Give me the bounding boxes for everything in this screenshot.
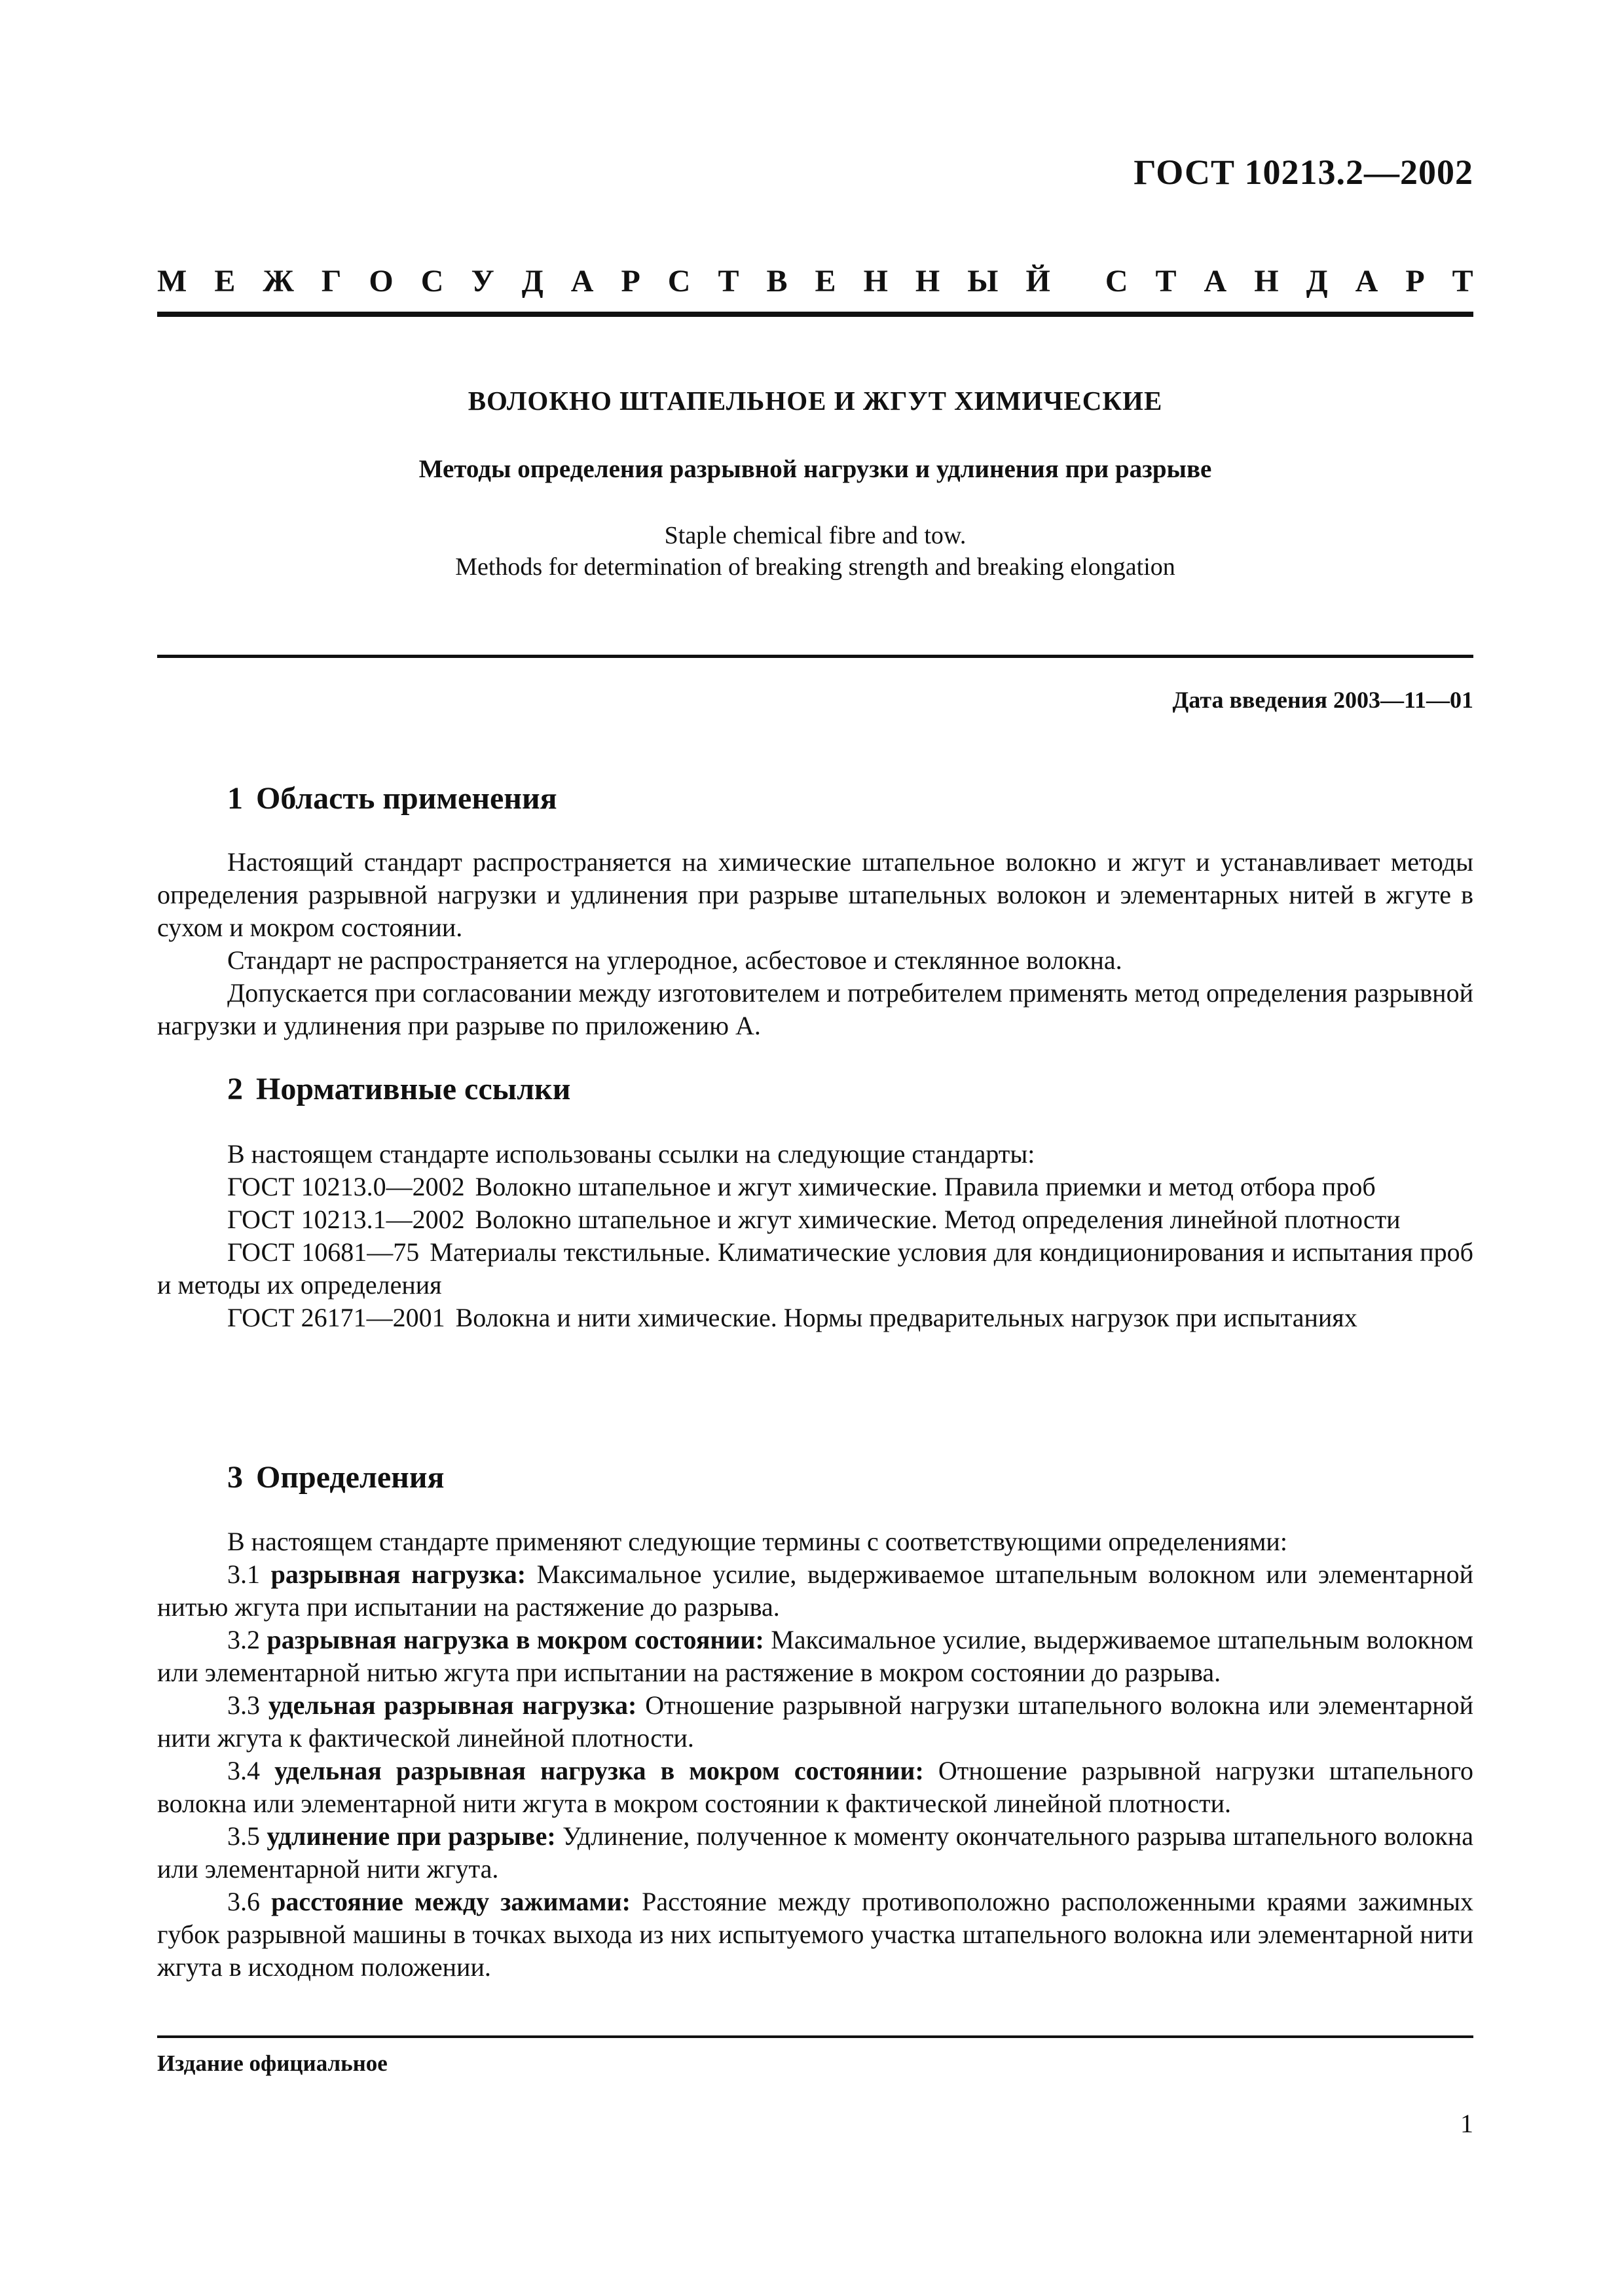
definition-text: Отношение разрывной нагрузки штапельного волокна или элементарной нити жгута в мокром состоянии к фактической линейной плотности. <box>157 1756 1473 1818</box>
banner-letter: Д <box>521 264 544 299</box>
banner-letter: Е <box>815 264 836 299</box>
definition-item <box>157 1755 1473 1820</box>
section-title: Область применения <box>256 781 557 816</box>
definition-text: Максимальное усилие, выдерживаемое штапельным волокном или элементарной нитью жгута при испытании на растяжение до разрыва. <box>157 1559 1474 1622</box>
reference-item <box>157 1203 1473 1236</box>
section-body-references <box>157 1138 1473 1334</box>
section-body-scope <box>157 846 1473 1042</box>
definition-text: Удлинение, полученное к моменту окончательного разрыва штапельного волокна или элементарной нити жгута. <box>157 1821 1474 1884</box>
paragraph: Допускается при согласовании между изготовителем и потребителем применять метод определения разрывной нагрузки и удлинения при разрыве по приложению А. <box>157 978 1473 1040</box>
english-title-line-1: Staple chemical fibre and tow. <box>664 522 967 549</box>
banner-letter: Ж <box>263 264 294 299</box>
page-number: 1 <box>1460 2109 1473 2138</box>
header-rule <box>157 312 1473 317</box>
banner-letter: С <box>420 264 444 299</box>
banner-letter: Д <box>1306 264 1328 299</box>
introduction-date: Дата введения 2003—11—01 <box>1172 687 1473 713</box>
banner-letter: Н <box>915 264 940 299</box>
definition-text: Максимальное усилие, выдерживаемое штапельным волокном или элементарной нитью жгута при испытании на растяжение в мокром состоянии до разрыва. <box>157 1625 1474 1687</box>
reference-code: ГОСТ 10213.1—2002 <box>227 1205 465 1234</box>
reference-code: ГОСТ 10681—75 <box>227 1237 420 1267</box>
definition-term: разрывная нагрузка в мокром состоянии: <box>267 1625 764 1654</box>
banner-letter: Т <box>1452 264 1473 299</box>
definition-text: Расстояние между противоположно расположенными краями зажимных губок разрывной машины в точках выхода из них испытуемого участка штапельного волокна или элементарной нити жгута в исходном положении. <box>157 1887 1474 1982</box>
english-title-line-2: Methods for determination of breaking strength and breaking elongation <box>455 553 1175 581</box>
definition-term: удельная разрывная нагрузка в мокром состоянии: <box>274 1756 924 1785</box>
definition-item <box>157 1624 1473 1689</box>
english-title <box>157 520 1473 583</box>
reference-item <box>157 1171 1473 1203</box>
banner-letter: Е <box>214 264 236 299</box>
interstate-standard-banner <box>157 263 1473 299</box>
section-heading-normative-references <box>227 1071 570 1107</box>
definition-term: удельная разрывная нагрузка: <box>268 1690 637 1720</box>
definition-item <box>157 1820 1473 1886</box>
banner-letter: Р <box>621 264 640 299</box>
banner-letter: А <box>570 264 594 299</box>
banner-letter: Н <box>863 264 888 299</box>
paragraph: В настоящем стандарте применяют следующие термины с соответствующими определениями: <box>227 1527 1287 1556</box>
section-number: 2 <box>227 1072 243 1106</box>
reference-text: Волокно штапельное и жгут химические. Правила приемки и метод отбора проб <box>475 1172 1376 1201</box>
definition-term: разрывная нагрузка: <box>270 1559 526 1589</box>
title-rule <box>157 655 1473 658</box>
definition-term: расстояние между зажимами: <box>271 1887 631 1916</box>
banner-letter: Т <box>1155 264 1177 299</box>
banner-letter: У <box>471 264 494 299</box>
banner-letter: Т <box>718 264 739 299</box>
document-number: ГОСТ 10213.2—2002 <box>1134 153 1473 192</box>
reference-text: Волокна и нити химические. Нормы предварительных нагрузок при испытаниях <box>455 1303 1357 1332</box>
banner-letter: Й <box>1025 264 1050 299</box>
section-title: Нормативные ссылки <box>256 1072 571 1106</box>
main-title: ВОЛОКНО ШТАПЕЛЬНОЕ И ЖГУТ ХИМИЧЕСКИЕ <box>468 386 1163 416</box>
banner-letter: Г <box>321 264 342 299</box>
section-heading-definitions <box>227 1459 444 1495</box>
section-heading-scope <box>227 780 557 816</box>
reference-item <box>157 1302 1473 1334</box>
official-edition-label: Издание официальное <box>157 2050 388 2076</box>
definition-text: Отношение разрывной нагрузки штапельного волокна или элементарной нити жгута к фактической линейной плотности. <box>157 1690 1474 1753</box>
definition-number: 3.3 <box>227 1690 260 1720</box>
definition-item <box>157 1558 1473 1624</box>
paragraph: Стандарт не распространяется на углеродное, асбестовое и стеклянное волокна. <box>227 945 1122 975</box>
banner-letter: А <box>1204 264 1227 299</box>
footer-rule <box>157 2035 1473 2038</box>
reference-text: Волокно штапельное и жгут химические. Метод определения линейной плотности <box>475 1205 1401 1234</box>
section-title: Определения <box>256 1460 445 1495</box>
banner-letter: А <box>1355 264 1378 299</box>
banner-letter: М <box>157 264 187 299</box>
paragraph: В настоящем стандарте использованы ссылки на следующие стандарты: <box>227 1139 1035 1169</box>
subtitle: Методы определения разрывной нагрузки и удлинения при разрыве <box>418 455 1212 483</box>
section-number: 3 <box>227 1460 243 1495</box>
definition-number: 3.6 <box>227 1887 260 1916</box>
definition-number: 3.4 <box>227 1756 260 1785</box>
banner-letter: Ы <box>967 264 999 299</box>
paragraph: Настоящий стандарт распространяется на химические штапельное волокно и жгут и устанавливает методы определения разрывной нагрузки и удлинения при разрыве штапельных волокон и элементарных нитей в жгуте в сухом и мокром состоянии. <box>157 847 1473 942</box>
reference-item <box>157 1236 1473 1302</box>
reference-text: Материалы текстильные. Климатические условия для кондиционирования и испытания проб и методы их определения <box>157 1237 1473 1300</box>
banner-letter: Р <box>1405 264 1425 299</box>
definition-number: 3.1 <box>227 1559 260 1589</box>
definition-number: 3.5 <box>227 1821 260 1851</box>
reference-code: ГОСТ 26171—2001 <box>227 1303 445 1332</box>
definition-item <box>157 1886 1473 1984</box>
section-body-definitions <box>157 1525 1473 1984</box>
banner-letter: Н <box>1254 264 1279 299</box>
banner-letter: О <box>369 264 394 299</box>
banner-letter: С <box>1105 264 1128 299</box>
definition-term: удлинение при разрыве: <box>267 1821 556 1851</box>
definition-number: 3.2 <box>227 1625 260 1654</box>
definition-item <box>157 1689 1473 1755</box>
banner-letter: С <box>667 264 691 299</box>
banner-letter: В <box>766 264 788 299</box>
section-number: 1 <box>227 781 243 816</box>
reference-code: ГОСТ 10213.0—2002 <box>227 1172 465 1201</box>
